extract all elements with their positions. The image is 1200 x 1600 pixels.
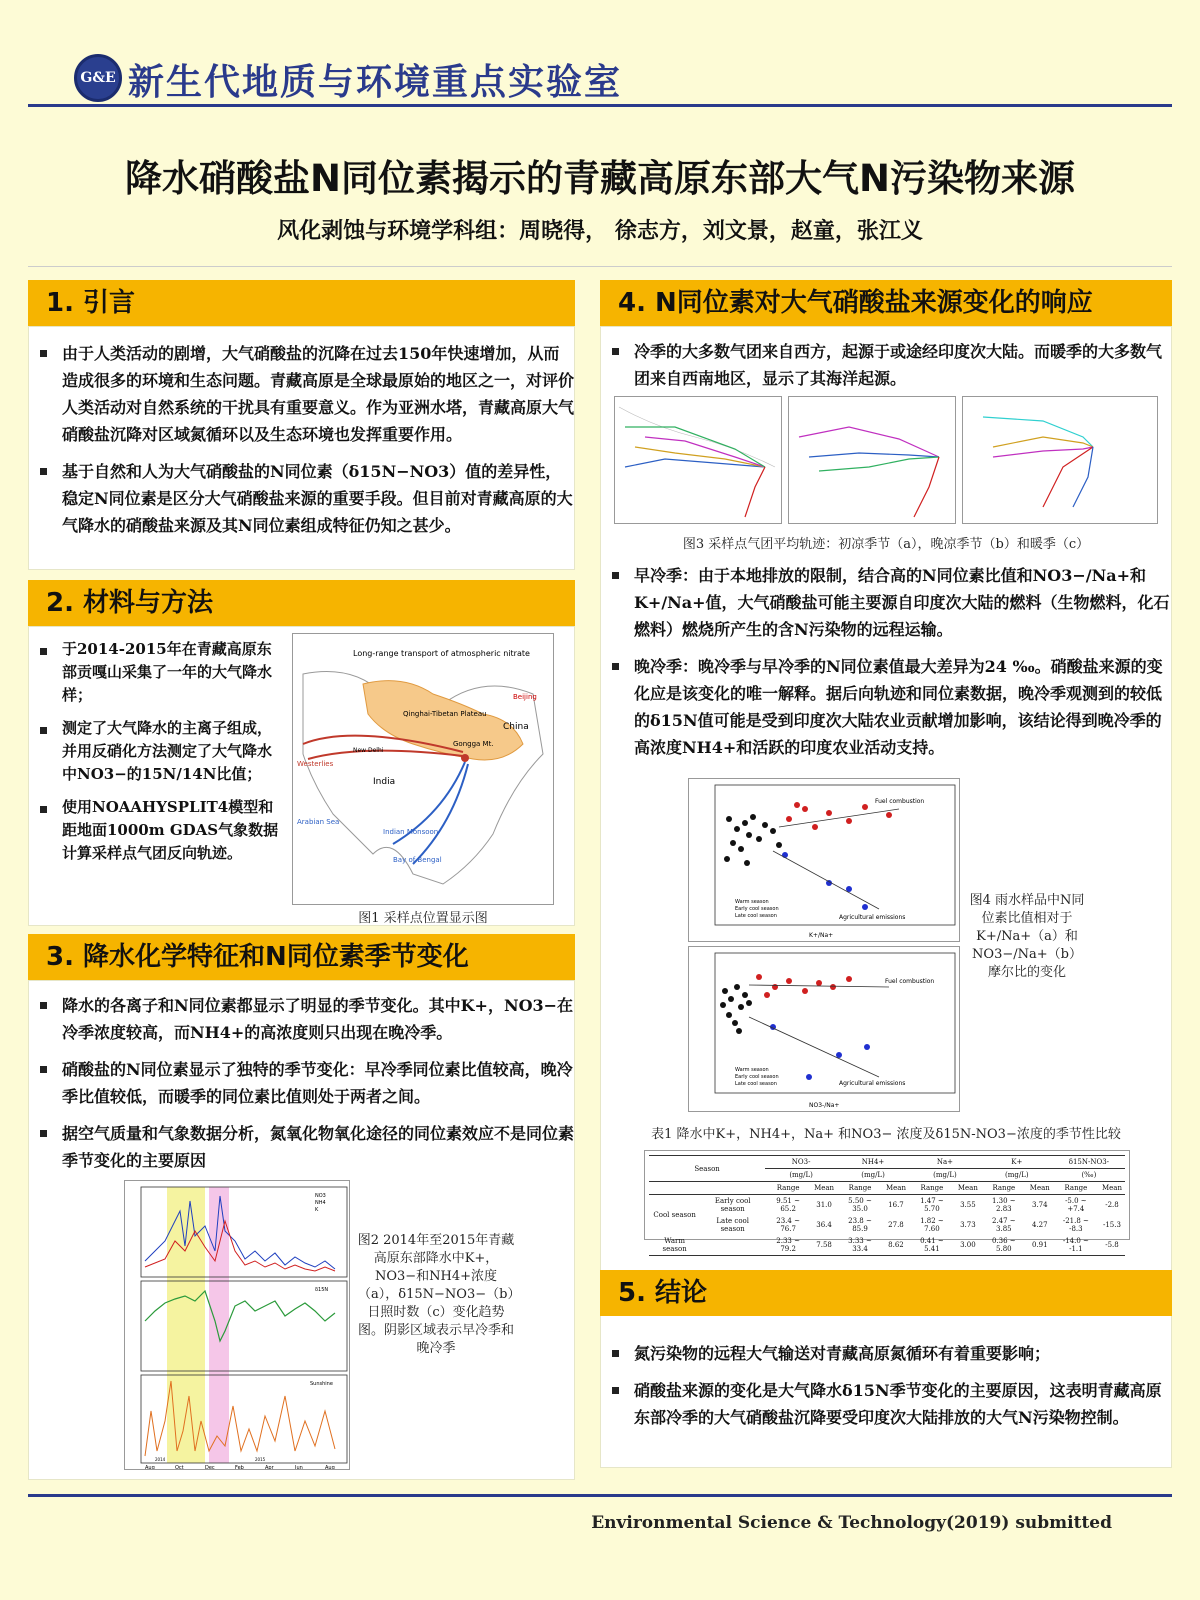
fig2-month-2: Oct: [175, 1465, 184, 1470]
table-cell: 0.41 ~ 5.41: [920, 1237, 944, 1253]
table-cell: 2.33 ~ 79.2: [776, 1237, 800, 1253]
s2-bullet-1: 于2014-2015年在青藏高原东部贡嘎山采集了一年的大气降水样；: [34, 638, 284, 707]
map-label-china: China: [503, 722, 529, 732]
s4-bullet-3: 晚冷季：晚冷季与早冷季的N同位素值最大差异为24 ‰。硝酸盐来源的变化应是该变化的唯一解释。据后向轨迹和同位素数据，晚冷季观测到的较低的δ15N值可能是受到印度次大陆农业贡献增加影响，该结论得到晚冷季的高浓度NH4+和活跃的印度农业活动支持。: [606, 653, 1170, 761]
table-sub: Range: [992, 1184, 1016, 1192]
title-divider: [28, 266, 1172, 267]
s2-bullet-3: 使用NOAAHYSPLIT4模型和距地面1000m GDAS气象数据计算采样点气团反向轨迹。: [34, 796, 284, 865]
map-label-plateau: Qinghai-Tibetan Plateau: [403, 710, 487, 718]
table-row: [649, 1235, 1125, 1256]
table-cell: 2.47 ~ 3.85: [991, 1217, 1016, 1233]
fig2-month-6: Jun: [295, 1465, 303, 1470]
map-label-westerlies: Westerlies: [297, 760, 334, 768]
table-cell: 23.8 ~ 85.9: [848, 1217, 872, 1233]
table-h-season: Season: [694, 1164, 720, 1173]
table-h-na: Na+: [936, 1158, 953, 1166]
table-row: [649, 1195, 1125, 1216]
fig2-month-4: Feb: [235, 1465, 244, 1470]
figure-3-caption: 图3 采样点气团平均轨迹：初凉季节（a），晚凉季节（b）和暖季（c）: [682, 537, 1090, 552]
figure-1-caption: 图1 采样点位置显示图: [358, 911, 488, 926]
poster-authors: 风化剥蚀与环境学科组：周晓得， 徐志方，刘文景，赵童，张江义: [277, 219, 923, 244]
fig2-month-1: Aug: [145, 1465, 155, 1470]
fig4b-agri-label: Agricultural emissions: [839, 1080, 906, 1087]
table-sub: Mean: [1029, 1184, 1050, 1192]
fig4b-fuel-label: Fuel combustion: [885, 978, 935, 985]
table-u-na: (mg/L): [933, 1171, 957, 1179]
table-cell: -2.8: [1105, 1201, 1119, 1209]
table-cell: 31.0: [816, 1201, 832, 1209]
table-cell: 1.47 ~ 5.70: [920, 1197, 944, 1213]
fig4b-legend-early: Early cool season: [735, 1074, 779, 1080]
figure-2-timeseries: [124, 1180, 350, 1470]
map-label-monsoon: Indian Monsoon: [383, 828, 439, 836]
map-label-newdelhi: New Delhi: [353, 747, 384, 754]
section-4-heading: 4. N同位素对大气硝酸盐来源变化的响应: [600, 280, 1172, 326]
table-cell: 1.82 ~ 7.60: [920, 1217, 944, 1233]
figure-4-caption: 图4 雨水样品中N同位素比值相对于K+/Na+（a）和NO3−/Na+（b）摩尔比的变化: [969, 893, 1085, 980]
section-5-bullets: [606, 1340, 1170, 1441]
fig2-legend-d15n: δ15N: [315, 1287, 329, 1293]
map-svg: [293, 634, 554, 905]
table-cell-name: [700, 1235, 765, 1256]
map-label-arabian: Arabian Sea: [297, 818, 340, 826]
figure-4a-scatter: [688, 778, 960, 942]
fig4a-legend-early: Early cool season: [735, 906, 779, 912]
figure-3c-trajectories: [962, 396, 1158, 524]
section-3-heading: 3. 降水化学特征和N同位素季节变化: [28, 934, 575, 980]
fig4a-agri-label: Agricultural emissions: [839, 914, 906, 921]
fig4a-legend-late: Late cool season: [735, 913, 777, 919]
table-cell: -21.8 ~ -8.3: [1062, 1217, 1089, 1233]
fig2-legend-nh4: NH4: [315, 1200, 326, 1206]
poster-header: [28, 48, 1172, 108]
map-label-bengal: Bay of Bengal: [393, 856, 442, 864]
table-cell: 0.36 ~ 5.80: [991, 1237, 1016, 1253]
fig2-year-1: 2014: [155, 1457, 166, 1462]
table-cell: 23.4 ~ 76.7: [776, 1217, 800, 1233]
table-cell: 7.58: [816, 1241, 832, 1249]
section-1-heading: 1. 引言: [28, 280, 575, 326]
table-1: [644, 1150, 1130, 1253]
table-sub: Mean: [957, 1184, 978, 1192]
map-title: Long-range transport of atmospheric nitrate: [353, 649, 530, 658]
s3-bullet-2: 硝酸盐的N同位素显示了独特的季节变化：早冷季同位素比值较高，晚冷季比值较低，而暖季的同位素比值则处于两者之间。: [34, 1056, 574, 1110]
table-1-caption: 表1 降水中K+，NH4+，Na+ 和NO3− 浓度及δ15N-NO3−浓度的季节性比较: [651, 1127, 1121, 1142]
figure-3b-trajectories: [788, 396, 956, 524]
table-h-k: K+: [1011, 1158, 1023, 1166]
table-cell: 9.51 ~ 65.2: [776, 1197, 800, 1213]
figure-4b-scatter: [688, 946, 960, 1112]
section-5-heading: 5. 结论: [600, 1270, 1172, 1316]
table-cell: -5.8: [1105, 1241, 1119, 1249]
table-cell: -5.0 ~ +7.4: [1065, 1197, 1087, 1213]
s3-bullet-3: 据空气质量和气象数据分析，氮氧化物氧化途径的同位素效应不是同位素季节变化的主要原因: [34, 1120, 574, 1174]
table-cell: 3.33 ~ 33.4: [848, 1237, 872, 1253]
table-cell: 4.27: [1031, 1221, 1048, 1229]
table-1-grid: [649, 1155, 1125, 1256]
fig2-svg: [125, 1181, 350, 1470]
table-cell-group: Cool season: [653, 1211, 696, 1219]
lab-name: 新生代地质与环境重点实验室: [128, 61, 623, 103]
fig4b-xlabel: NO3-/Na+: [809, 1102, 840, 1109]
s5-bullet-1: 氮污染物的远程大气输送对青藏高原氮循环有着重要影响；: [606, 1340, 1170, 1367]
s4-bullet-1: 冷季的大多数气团来自西方，起源于或途经印度次大陆。而暖季的大多数气团来自西南地区，显示了其海洋起源。: [606, 338, 1170, 392]
s1-bullet-2: 基于自然和人为大气硝酸盐的N同位素（δ15N−NO3）值的差异性，稳定N同位素是区分大气硝酸盐来源的重要手段。但目前对青藏高原的大气降水的硝酸盐来源及其N同位素组成特征仍知之甚少。: [34, 458, 574, 539]
table-sub: Range: [920, 1184, 944, 1192]
fig4a-xlabel: K+/Na+: [809, 932, 834, 939]
table-cell-group: Warm season: [662, 1237, 687, 1253]
table-u-no3: (mg/L): [789, 1171, 813, 1179]
s4-bullet-2: 早冷季：由于本地排放的限制，结合高的N同位素比值和NO3−/Na+和K+/Na+值，大气硝酸盐可能主要源自印度次大陆的燃料（生物燃料，化石燃料）燃烧所产生的含N污染物的远程运输。: [606, 562, 1170, 643]
table-cell-name: Early cool season: [714, 1197, 751, 1213]
table-cell: 36.4: [816, 1221, 832, 1229]
table-cell: 1.30 ~ 2.83: [991, 1197, 1016, 1213]
s1-bullet-1: 由于人类活动的剧增，大气硝酸盐的沉降在过去150年快速增加，从而造成很多的环境和生态问题。青藏高原是全球最原始的地区之一，对评价人类活动对自然系统的干扰具有重要意义。作为亚洲水塔，青藏高原大气硝酸盐沉降对区域氮循环以及生态环境也发挥重要作用。: [34, 340, 574, 448]
figure-3a-trajectories: [614, 396, 782, 524]
poster-title: 降水硝酸盐N同位素揭示的青藏高原东部大气N污染物来源: [125, 157, 1075, 200]
lab-logo: G&E: [74, 54, 122, 102]
fig4b-legend-warm: Warm season: [735, 1067, 769, 1073]
fig2-legend-k: K: [315, 1207, 319, 1213]
table-cell: 3.74: [1031, 1201, 1048, 1209]
header-rule: [28, 104, 1172, 107]
table-cell: 8.62: [888, 1241, 904, 1249]
table-cell: 0.91: [1031, 1241, 1048, 1249]
table-sub: Range: [776, 1184, 800, 1192]
fig4a-fuel-label: Fuel combustion: [875, 798, 925, 805]
fig2-month-7: Aug: [325, 1465, 335, 1470]
table-h-no3: NO3-: [791, 1158, 811, 1166]
section-3-bullets: [34, 992, 574, 1184]
table-cell: 16.7: [888, 1201, 904, 1209]
table-sub: Mean: [814, 1184, 835, 1192]
table-sub: Range: [848, 1184, 872, 1192]
section-2-heading: 2. 材料与方法: [28, 580, 575, 626]
table-u-d15n: (‰): [1081, 1171, 1097, 1179]
table-u-nh4: (mg/L): [861, 1171, 885, 1179]
map-label-beijing: Beijing: [513, 693, 537, 701]
footer-citation: Environmental Science & Technology(2019) submitted: [591, 1513, 1112, 1533]
table-sub: Mean: [885, 1184, 906, 1192]
section-4-bullets-2: [606, 562, 1170, 771]
table-cell: 27.8: [888, 1221, 904, 1229]
table-cell: 5.50 ~ 35.0: [848, 1197, 872, 1213]
fig2-month-5: Apr: [265, 1465, 274, 1470]
table-cell: -14.0 ~ -1.1: [1062, 1237, 1089, 1253]
section-1-bullets: [34, 340, 574, 549]
map-label-gongga: Gongga Mt.: [453, 740, 494, 748]
map-label-india: India: [373, 777, 396, 787]
section-2-bullets: [34, 638, 284, 875]
table-h-d15n: δ15N-NO3-: [1068, 1158, 1110, 1166]
table-h-nh4: NH4+: [861, 1158, 885, 1166]
s3-bullet-1: 降水的各离子和N同位素都显示了明显的季节变化。其中K+，NO3−在冷季浓度较高，而NH4+的高浓度则只出现在晚冷季。: [34, 992, 574, 1046]
s2-bullet-2: 测定了大气降水的主离子组成，并用反硝化方法测定了大气降水中NO3−的15N/14N比值；: [34, 717, 284, 786]
fig2-month-3: Dec: [205, 1465, 215, 1470]
fig2-legend-no3: NO3: [315, 1193, 326, 1199]
footer-rule: [28, 1494, 1172, 1497]
table-u-k: (mg/L): [1005, 1171, 1029, 1179]
s5-bullet-2: 硝酸盐来源的变化是大气降水δ15N季节变化的主要原因，这表明青藏高原东部冷季的大气硝酸盐沉降要受印度次大陆排放的大气N污染物控制。: [606, 1377, 1170, 1431]
figure-2-caption: 图2 2014年至2015年青藏高原东部降水中K+，NO3−和NH4+浓度（a），δ15N−NO3−（b）日照时数（c）变化趋势图。阴影区域表示早冷季和晚冷季: [357, 1233, 515, 1356]
table-cell: -15.3: [1102, 1221, 1121, 1229]
fig4a-legend-warm: Warm season: [735, 899, 769, 905]
fig4b-legend-late: Late cool season: [735, 1081, 777, 1087]
section-4-bullets: [606, 338, 1170, 402]
table-sub: Range: [1064, 1184, 1088, 1192]
table-cell: 3.00: [960, 1241, 976, 1249]
table-cell: 3.73: [960, 1221, 976, 1229]
table-cell-name: Late cool season: [716, 1217, 749, 1233]
figure-1-map: [292, 633, 554, 905]
table-row: [649, 1215, 1125, 1235]
table-sub: Mean: [1101, 1184, 1122, 1192]
fig2-year-2: 2015: [255, 1457, 266, 1462]
fig2-legend-sunshine: Sunshine: [310, 1381, 333, 1387]
table-cell: 3.55: [960, 1201, 976, 1209]
